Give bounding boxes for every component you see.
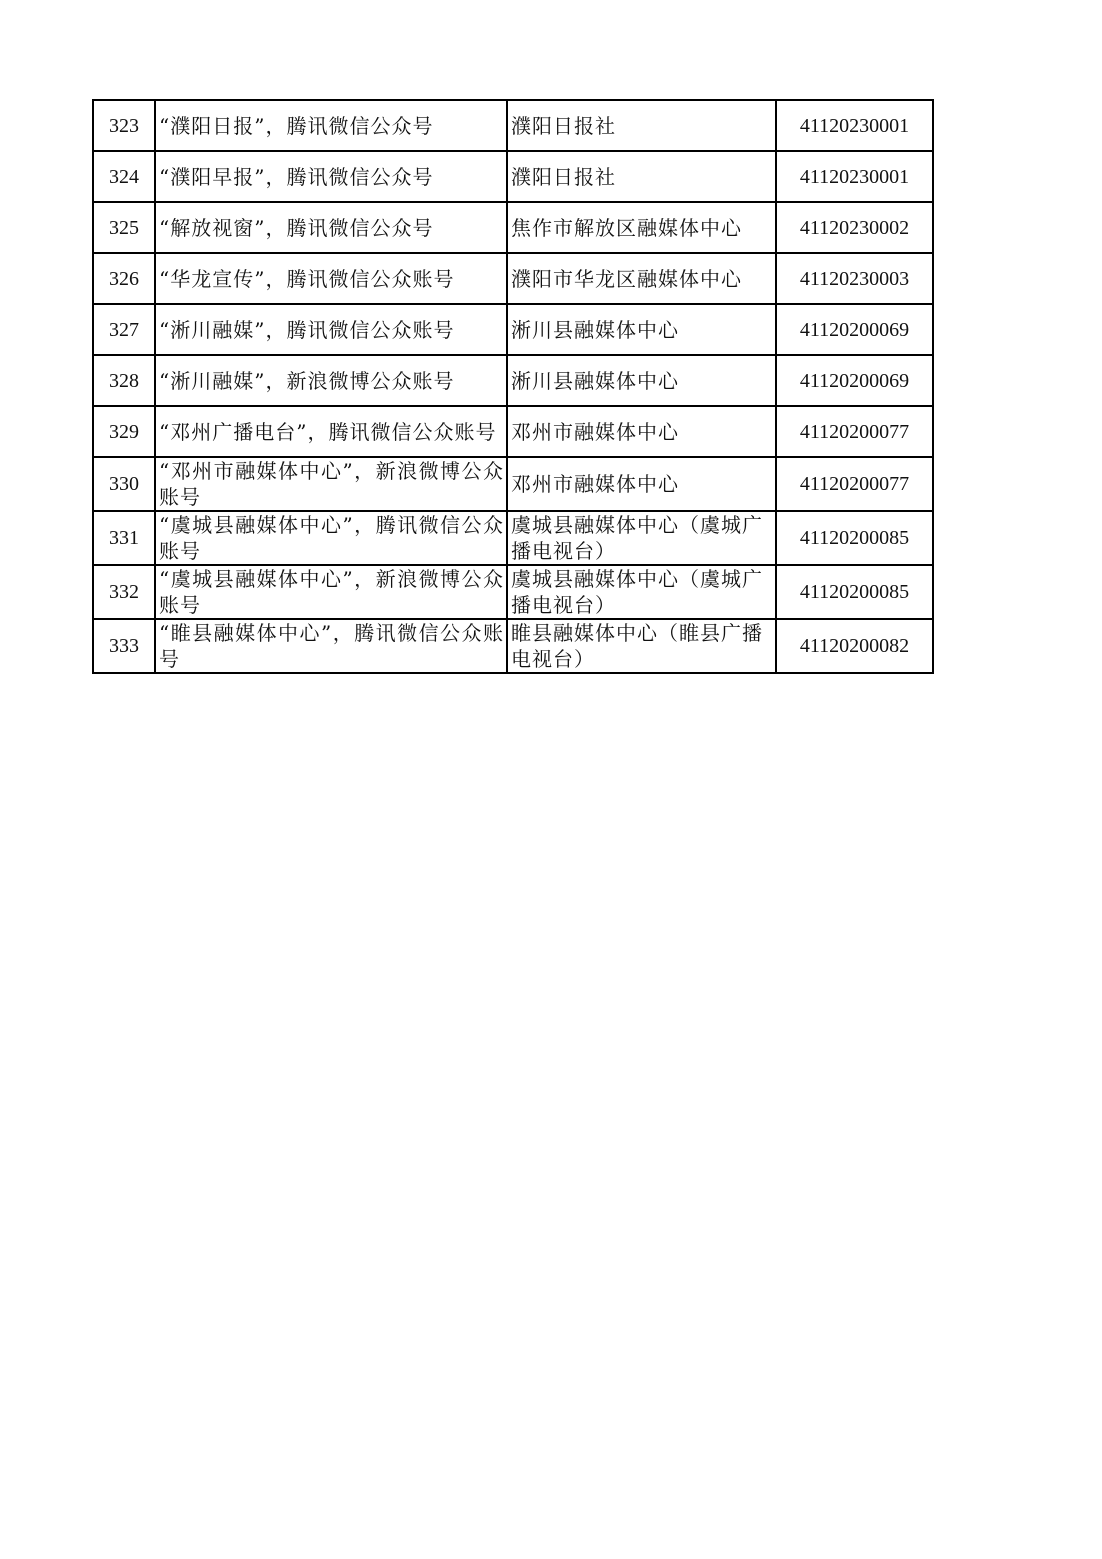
table-row xyxy=(93,202,933,253)
table-row xyxy=(93,511,933,565)
organization-name: 虞城县融媒体中心（虞城广播电视台） xyxy=(511,567,763,617)
account-name-cell xyxy=(155,511,507,565)
table-row xyxy=(93,565,933,619)
account-name-cell xyxy=(155,457,507,511)
row-number-cell xyxy=(93,355,155,406)
account-name-cell xyxy=(155,619,507,673)
registration-code-cell xyxy=(776,565,933,619)
row-number-cell xyxy=(93,100,155,151)
registration-code-cell xyxy=(776,151,933,202)
account-registry-table xyxy=(92,99,934,674)
row-number: 329 xyxy=(109,420,139,443)
row-number: 324 xyxy=(109,165,139,188)
registration-code: 41120200069 xyxy=(799,318,910,341)
organization-cell xyxy=(507,457,776,511)
organization-name: 濮阳市华龙区融媒体中心 xyxy=(511,266,742,291)
table-row xyxy=(93,355,933,406)
registration-code: 41120200085 xyxy=(799,527,910,549)
row-number: 328 xyxy=(109,369,139,392)
account-name: “淅川融媒”，腾讯微信公众账号 xyxy=(159,317,455,342)
registration-code: 41120230003 xyxy=(799,267,910,290)
organization-name: 邓州市融媒体中心 xyxy=(511,472,679,496)
registration-code: 41120230001 xyxy=(799,165,910,188)
organization-name: 濮阳日报社 xyxy=(511,164,616,189)
account-name: “虞城县融媒体中心”，新浪微博公众账号 xyxy=(159,567,504,617)
table-row xyxy=(93,253,933,304)
account-name-cell xyxy=(155,202,507,253)
registration-code: 41120230001 xyxy=(799,114,910,137)
table-row xyxy=(93,151,933,202)
account-name: “濮阳日报”，腾讯微信公众号 xyxy=(159,113,434,138)
organization-cell xyxy=(507,406,776,457)
registration-code: 41120200077 xyxy=(799,420,910,443)
row-number: 333 xyxy=(109,635,139,657)
account-name: “虞城县融媒体中心”，腾讯微信公众账号 xyxy=(159,513,504,563)
table-row xyxy=(93,619,933,673)
organization-name: 邓州市融媒体中心 xyxy=(511,419,679,444)
registration-code: 41120200082 xyxy=(799,635,910,657)
organization-name: 濮阳日报社 xyxy=(511,113,616,138)
account-name: “濮阳早报”，腾讯微信公众号 xyxy=(159,164,434,189)
account-name: “华龙宣传”，腾讯微信公众账号 xyxy=(159,266,455,291)
organization-cell xyxy=(507,100,776,151)
organization-cell xyxy=(507,619,776,673)
account-name: “邓州广播电台”，腾讯微信公众账号 xyxy=(159,419,497,444)
row-number: 325 xyxy=(109,216,139,239)
organization-name: 虞城县融媒体中心（虞城广播电视台） xyxy=(511,513,763,563)
registration-code-cell xyxy=(776,457,933,511)
organization-cell xyxy=(507,304,776,355)
row-number: 332 xyxy=(109,581,139,603)
account-name-cell xyxy=(155,151,507,202)
row-number: 323 xyxy=(109,114,139,137)
account-name: “解放视窗”，腾讯微信公众号 xyxy=(159,215,434,240)
organization-cell xyxy=(507,355,776,406)
registration-code-cell xyxy=(776,202,933,253)
account-name-cell xyxy=(155,565,507,619)
row-number: 330 xyxy=(109,473,139,495)
registration-code: 41120200085 xyxy=(799,581,910,603)
table-body xyxy=(93,100,933,673)
registration-code-cell xyxy=(776,253,933,304)
account-name-cell xyxy=(155,355,507,406)
row-number-cell xyxy=(93,619,155,673)
row-number: 327 xyxy=(109,318,139,341)
registration-code-cell xyxy=(776,511,933,565)
registration-code-cell xyxy=(776,100,933,151)
registration-code: 41120230002 xyxy=(799,216,910,239)
table-row xyxy=(93,457,933,511)
account-name: “邓州市融媒体中心”，新浪微博公众账号 xyxy=(159,459,504,509)
organization-cell xyxy=(507,151,776,202)
organization-name: 淅川县融媒体中心 xyxy=(511,368,679,393)
organization-name: 淅川县融媒体中心 xyxy=(511,317,679,342)
account-name-cell xyxy=(155,100,507,151)
account-name: “淅川融媒”，新浪微博公众账号 xyxy=(159,368,455,393)
row-number-cell xyxy=(93,202,155,253)
row-number-cell xyxy=(93,253,155,304)
organization-name: 焦作市解放区融媒体中心 xyxy=(511,215,742,240)
organization-cell xyxy=(507,565,776,619)
registration-code-cell xyxy=(776,355,933,406)
account-name-cell xyxy=(155,253,507,304)
registration-code: 41120200069 xyxy=(799,369,910,392)
row-number: 331 xyxy=(109,527,139,549)
table-row xyxy=(93,304,933,355)
registration-code-cell xyxy=(776,619,933,673)
account-name-cell xyxy=(155,304,507,355)
row-number-cell xyxy=(93,304,155,355)
account-name-cell xyxy=(155,406,507,457)
registration-code: 41120200077 xyxy=(799,473,910,495)
row-number-cell xyxy=(93,565,155,619)
registration-code-cell xyxy=(776,406,933,457)
row-number-cell xyxy=(93,511,155,565)
row-number-cell xyxy=(93,151,155,202)
organization-cell xyxy=(507,202,776,253)
organization-cell xyxy=(507,253,776,304)
registration-code-cell xyxy=(776,304,933,355)
organization-cell xyxy=(507,511,776,565)
row-number-cell xyxy=(93,457,155,511)
organization-name: 睢县融媒体中心（睢县广播电视台） xyxy=(511,621,763,671)
table-row xyxy=(93,100,933,151)
account-name: “睢县融媒体中心”，腾讯微信公众账号 xyxy=(159,621,504,671)
row-number-cell xyxy=(93,406,155,457)
table-row xyxy=(93,406,933,457)
row-number: 326 xyxy=(109,267,139,290)
